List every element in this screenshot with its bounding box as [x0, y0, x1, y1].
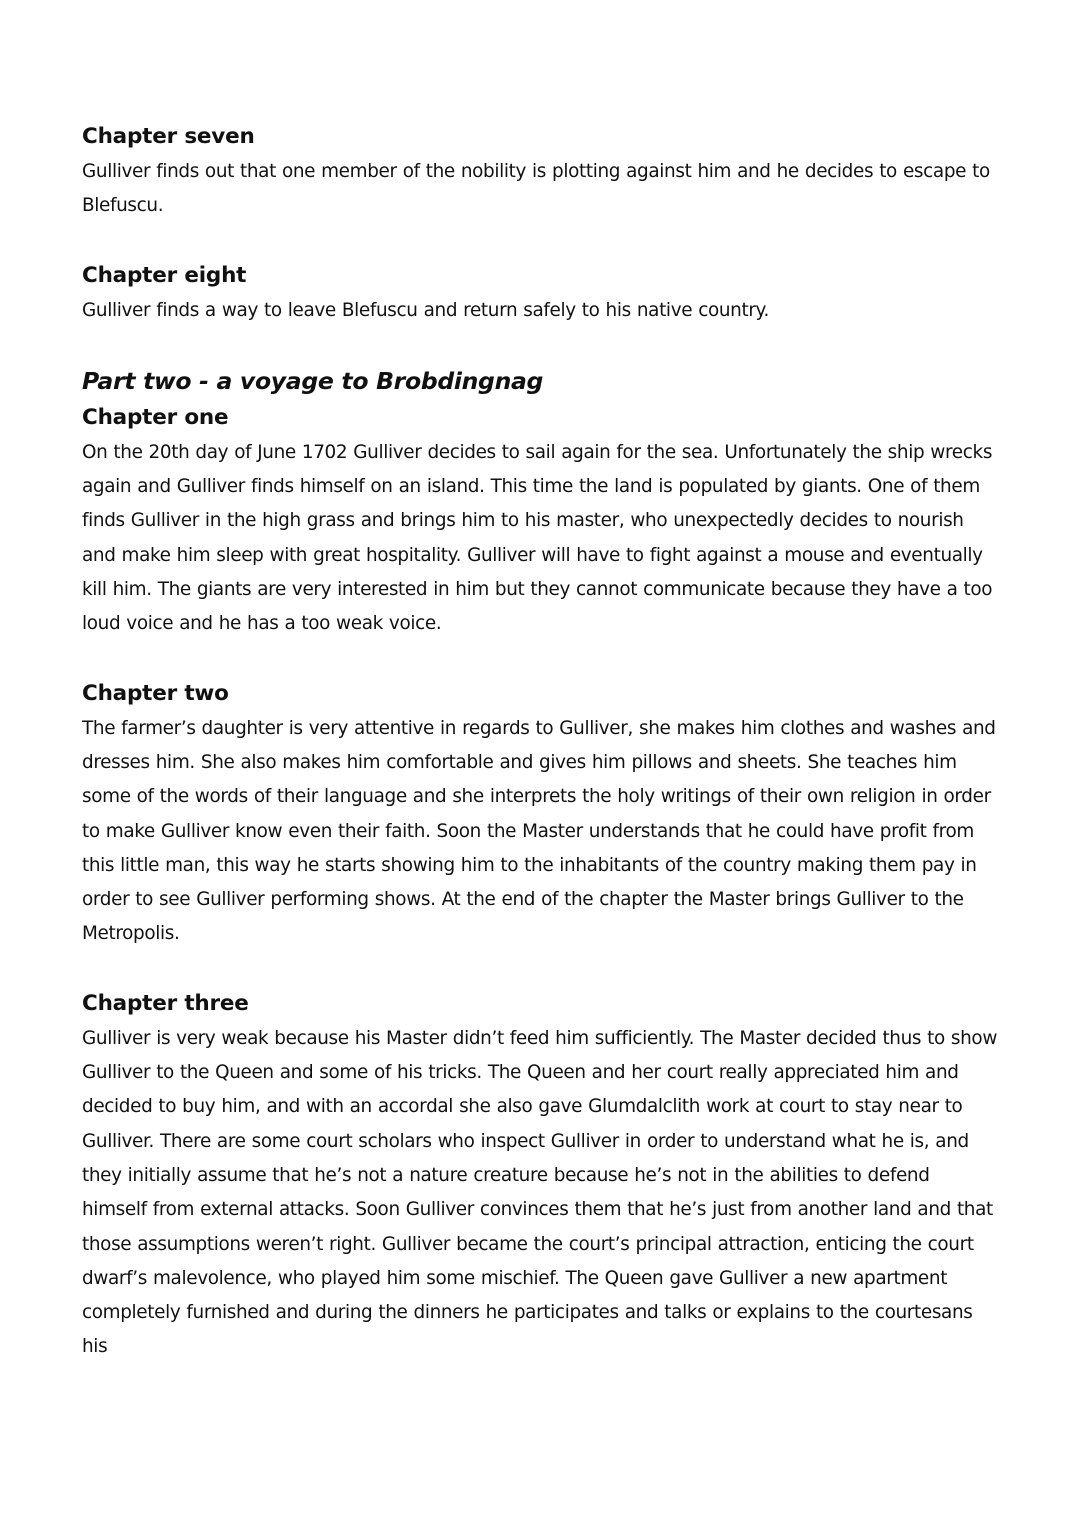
- part-two-chapter-one-section: [82, 402, 1000, 642]
- section-gap: [82, 642, 1000, 678]
- chapter-seven-heading: Chapter seven: [82, 124, 255, 149]
- part-two-chapter-three-heading: Chapter three: [82, 990, 249, 1016]
- part-two-chapter-one-summary: On the 20th day of June 1702 Gulliver decides to sail again for the sea. Unfortunately the ship wrecks again and Gulliver finds himself on an island. This time the land is populated by giants. One of them finds Gulliver in the high grass and brings him to his master, who unexpectedly decides to nourish and make him sleep with great hospitality. Gulliver will have to fight against a mouse and eventually kill him. The giants are very interested in him but they cannot communicate because they have a too loud voice and he has a too weak voice.: [82, 441, 993, 635]
- chapter-seven-section: [82, 121, 1000, 224]
- chapter-eight-heading: Chapter eight: [82, 262, 247, 288]
- chapter-eight-section: [82, 260, 1000, 328]
- part-two-chapter-two-section: [82, 678, 1000, 952]
- part-two-chapter-one-heading: Chapter one: [82, 404, 229, 430]
- chapter-eight-summary: Gulliver finds a way to leave Blefuscu and return safely to his native country.: [82, 299, 769, 321]
- part-two-chapter-two-heading: Chapter two: [82, 680, 229, 706]
- section-gap: [82, 328, 1000, 364]
- document-page: [82, 121, 1000, 1365]
- part-two-heading: Part two - a voyage to Brobdingnag: [82, 366, 544, 395]
- section-gap: [82, 224, 1000, 260]
- chapter-seven-summary: Gulliver finds out that one member of the nobility is plotting against him and he decides to escape to Blefuscu.: [82, 161, 990, 217]
- part-two-chapter-three-summary: Gulliver is very weak because his Master didn’t feed him sufficiently. The Master decided thus to show Gulliver to the Queen and some of his tricks. The Queen and her court really appreciated him and decided to buy him, and with an accordal she also gave Glumdalclith work at court to stay near to Gulliver. There are some court scholars who inspect Gulliver in order to understand what he is, and they initially assume that he’s not a nature creature because he’s not in the abilities to defend himself from external attacks. Soon Gulliver convinces them that he’s just from another land and that those assumptions weren’t right. Gulliver became the court’s principal attraction, enticing the court dwarf’s malevolence, who played him some mischief. The Queen gave Gulliver a new apartment completely furnished and during the dinners he participates and talks or explains to the courtesans his: [82, 1027, 998, 1358]
- part-two-chapter-three-section: [82, 988, 1000, 1365]
- section-gap: [82, 952, 1000, 988]
- part-two-chapter-two-summary: The farmer’s daughter is very attentive in regards to Gulliver, she makes him clothes and washes and dresses him. She also makes him comfortable and gives him pillows and sheets. She teaches him some of the words of their language and she interprets the holy writings of their own religion in order to make Gulliver know even their faith. Soon the Master understands that he could have profit from this little man, this way he starts showing him to the inhabitants of the country making them pay in order to see Gulliver performing shows. At the end of the chapter the Master brings Gulliver to the Metropolis.: [82, 717, 996, 945]
